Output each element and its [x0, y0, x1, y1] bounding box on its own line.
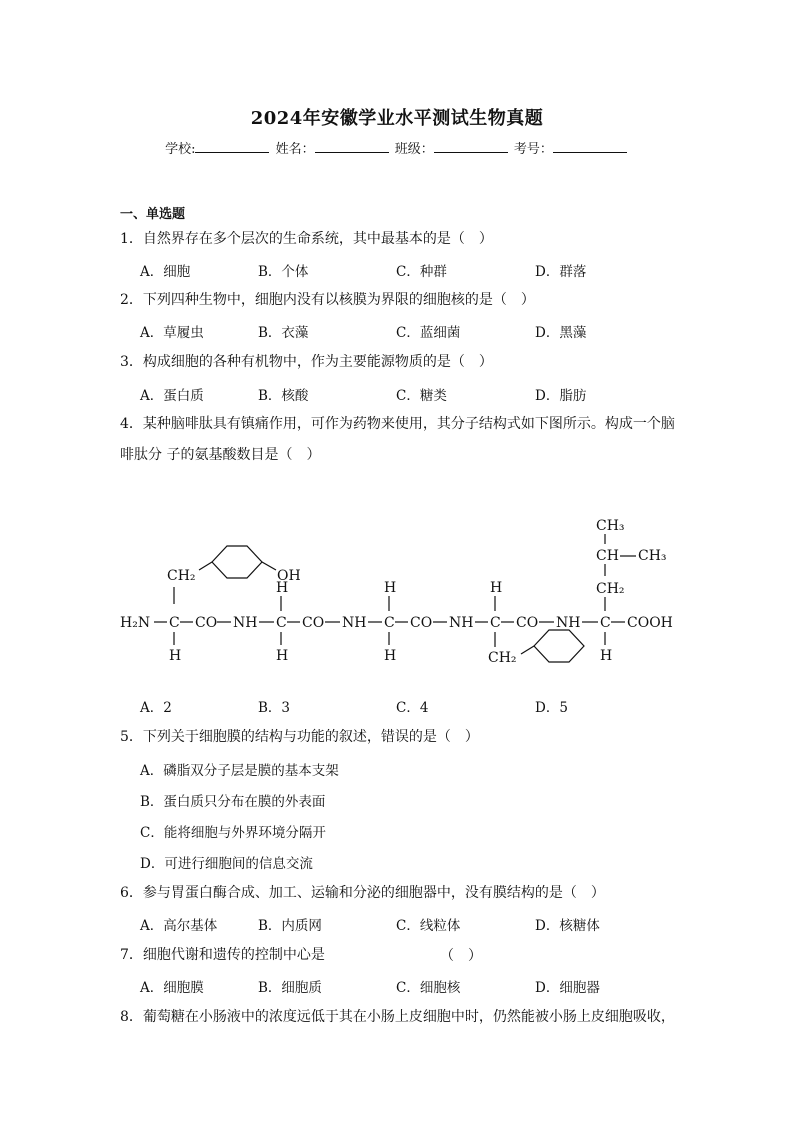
chain-c4: C	[490, 615, 501, 631]
r1-bond-to-oh	[262, 562, 276, 570]
chain-c1: C	[169, 615, 180, 631]
question-5-option-a[interactable]: A．磷脂双分子层是膜的基本支架	[140, 763, 339, 779]
option-a[interactable]: A．2	[140, 700, 172, 716]
r5-ch2-label: CH₂	[596, 581, 625, 597]
question-3-stem: 3．构成细胞的各种有机物中，作为主要能源物质的是（ ）	[120, 354, 493, 370]
chain-c5: C	[600, 615, 611, 631]
question-6-stem: 6．参与胃蛋白酶合成、加工、运输和分泌的细胞器中，没有膜结构的是（ ）	[120, 885, 605, 901]
page-title: 2024年安徽学业水平测试生物真题	[250, 108, 544, 129]
option-c[interactable]: C．4	[396, 700, 429, 716]
chain-cooh: COOH	[627, 615, 673, 631]
r4-ch2-label: CH₂	[488, 650, 517, 666]
student-info-line	[0, 138, 794, 157]
r1-bottom-h: H	[169, 648, 182, 664]
class-blank[interactable]	[434, 140, 508, 153]
question-6-options	[140, 914, 680, 934]
exam-no-blank[interactable]	[553, 140, 627, 153]
chain-co4: CO	[516, 615, 539, 631]
school-blank[interactable]	[195, 140, 269, 153]
r3-bottom-h: H	[384, 648, 397, 664]
chain-nh2: NH	[342, 615, 367, 631]
question-5-option-c[interactable]: C．能将细胞与外界环境分隔开	[140, 825, 326, 841]
r3-top-h: H	[384, 580, 397, 596]
enkephalin-structure-diagram	[114, 500, 684, 680]
r5-ch3-side-label: CH₃	[638, 548, 667, 564]
option-d[interactable]: D．5	[535, 700, 568, 716]
option-a[interactable]: A．细胞	[140, 264, 191, 280]
question-5-option-b[interactable]: B．蛋白质只分布在膜的外表面	[140, 794, 326, 810]
r4-bond-to-ring	[521, 646, 534, 654]
exam-no-label: 考号：	[513, 142, 553, 157]
question-1-stem: 1．自然界存在多个层次的生命系统，其中最基本的是（ ）	[120, 231, 493, 247]
school-label: 学校:	[165, 142, 196, 157]
chain-co1: CO	[195, 615, 218, 631]
question-5-stem: 5．下列关于细胞膜的结构与功能的叙述，错误的是（ ）	[120, 729, 479, 745]
r1-bond-to-ring	[199, 562, 212, 570]
option-d[interactable]: D．群落	[535, 264, 587, 280]
r5-ch3-top-label: CH₃	[596, 518, 625, 534]
option-d[interactable]: D．脂肪	[535, 388, 587, 404]
option-c[interactable]: C．糖类	[396, 388, 447, 404]
chain-h2n: H₂N	[120, 615, 151, 631]
r2-bottom-h: H	[276, 648, 289, 664]
option-b[interactable]: B．衣藻	[258, 325, 309, 341]
chain-nh4: NH	[556, 615, 581, 631]
question-8-stem: 8．葡萄糖在小肠液中的浓度远低于其在小肠上皮细胞中时，仍然能被小肠上皮细胞吸收，	[120, 1009, 675, 1025]
r1-oh-label: OH	[277, 568, 301, 584]
option-a[interactable]: A．高尔基体	[140, 918, 218, 934]
question-7-options	[140, 976, 680, 996]
question-1-options	[140, 260, 680, 280]
option-a[interactable]: A．细胞膜	[140, 980, 204, 996]
option-a[interactable]: A．蛋白质	[140, 388, 204, 404]
r2-top-h: H	[276, 580, 289, 596]
option-c[interactable]: C．线粒体	[396, 918, 461, 934]
phenylalanine-benzene-ring	[534, 630, 584, 662]
option-c[interactable]: C．蓝细菌	[396, 325, 461, 341]
option-c[interactable]: C．细胞核	[396, 980, 461, 996]
option-d[interactable]: D．核糖体	[535, 918, 600, 934]
r5-ch-label: CH	[596, 548, 619, 564]
tyrosine-benzene-ring	[212, 546, 262, 578]
chain-nh3: NH	[449, 615, 474, 631]
option-d[interactable]: D．黑藻	[535, 325, 587, 341]
option-b[interactable]: B．细胞质	[258, 980, 322, 996]
chain-co2: CO	[302, 615, 325, 631]
question-7-stem: 7．细胞代谢和遗传的控制中心是	[120, 947, 325, 963]
question-4-options	[140, 696, 680, 716]
chain-nh1: NH	[233, 615, 258, 631]
question-4-stem-line-1: 4．某种脑啡肽具有镇痛作用，可作为药物来使用，其分子结构式如下图所示。构成一个脑	[120, 416, 675, 432]
question-2-options	[140, 321, 680, 341]
option-b[interactable]: B．个体	[258, 264, 309, 280]
question-4-stem-line-2: 啡肽分 子的氨基酸数目是（ ）	[120, 447, 321, 463]
r1-ch2-label: CH₂	[167, 568, 196, 584]
name-label: 姓名：	[275, 142, 315, 157]
option-a[interactable]: A．草履虫	[140, 325, 204, 341]
question-2-stem: 2．下列四种生物中，细胞内没有以核膜为界限的细胞核的是（ ）	[120, 292, 535, 308]
chain-c2: C	[276, 615, 287, 631]
name-blank[interactable]	[315, 140, 389, 153]
option-b[interactable]: B．3	[258, 700, 291, 716]
chain-co3: CO	[410, 615, 433, 631]
r4-top-h: H	[490, 580, 503, 596]
option-b[interactable]: B．核酸	[258, 388, 309, 404]
section-heading: 一、单选题	[120, 207, 186, 222]
r5-bottom-h: H	[600, 648, 613, 664]
class-label: 班级：	[394, 142, 434, 157]
chain-c3: C	[384, 615, 395, 631]
option-b[interactable]: B．内质网	[258, 918, 322, 934]
option-d[interactable]: D．细胞器	[535, 980, 600, 996]
option-c[interactable]: C．种群	[396, 264, 447, 280]
question-7-answer-paren: （ ）	[440, 948, 482, 964]
question-3-options	[140, 384, 680, 404]
question-5-option-d[interactable]: D．可进行细胞间的信息交流	[140, 856, 313, 872]
